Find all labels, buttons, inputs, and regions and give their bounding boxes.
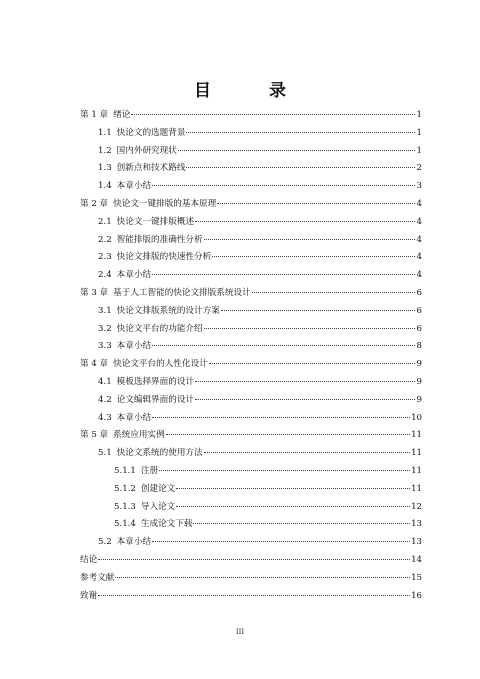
- toc-entry-title: 国内外研究现状: [116, 145, 177, 156]
- toc-entry-number: 3.3: [98, 341, 112, 352]
- table-of-contents: [80, 108, 422, 606]
- toc-entry[interactable]: [80, 589, 422, 607]
- toc-entry-title: 本章小结: [116, 341, 152, 352]
- toc-entry-number: 2.1: [98, 216, 112, 227]
- toc-entry-page: 4: [416, 234, 422, 245]
- toc-entry-title: 本章小结: [116, 412, 152, 423]
- toc-entry-title: 创新点和技术路线: [116, 163, 186, 174]
- toc-entry-page: 10: [411, 412, 422, 423]
- toc-entry-title: 快论文平台的人性化设计: [113, 359, 208, 370]
- toc-entry-number: 第 1 章: [80, 110, 109, 120]
- toc-entry-number: 1.1: [98, 127, 112, 138]
- toc-entry[interactable]: [80, 250, 422, 268]
- toc-entry-page: 9: [416, 394, 422, 405]
- toc-entry[interactable]: [80, 197, 422, 215]
- toc-entry-number: 4.2: [98, 394, 112, 405]
- toc-entry[interactable]: [80, 357, 422, 375]
- toc-entry-number: 2.2: [98, 234, 112, 245]
- toc-entry-title: 快论文一键排版的基本原理: [113, 198, 217, 209]
- toc-entry-number: 第 5 章: [80, 430, 109, 441]
- toc-dot-leader: [152, 274, 415, 275]
- toc-entry-page: 4: [416, 252, 422, 263]
- toc-dot-leader: [176, 488, 410, 489]
- toc-entry-title: 快论文系统的使用方法: [116, 448, 203, 459]
- toc-entry-number: 2.3: [98, 252, 112, 263]
- toc-dot-leader: [152, 185, 415, 186]
- toc-entry-title: 系统应用实例: [113, 430, 165, 441]
- toc-dot-leader: [195, 399, 415, 400]
- toc-entry-number: 第 3 章: [80, 287, 109, 298]
- toc-entry[interactable]: [80, 375, 422, 393]
- toc-entry-title: 基于人工智能的快论文排版系统设计: [113, 287, 251, 298]
- toc-dot-leader: [176, 506, 410, 507]
- toc-entry-number: 5.1: [98, 448, 112, 459]
- toc-dot-leader: [204, 239, 415, 240]
- toc-entry-number: 2.4: [98, 270, 112, 281]
- toc-entry-page: 15: [411, 572, 422, 583]
- toc-dot-leader: [204, 328, 415, 329]
- toc-entry[interactable]: [80, 393, 422, 411]
- toc-dot-leader: [152, 541, 410, 542]
- toc-entry-number: 1.3: [98, 163, 112, 174]
- toc-dot-leader: [186, 167, 415, 168]
- toc-entry-page: 11: [411, 430, 422, 441]
- toc-dot-leader: [204, 452, 410, 453]
- toc-dot-leader: [131, 114, 415, 115]
- toc-entry-page: 1: [416, 110, 422, 120]
- toc-entry-title: 模板选择界面的设计: [116, 376, 195, 387]
- toc-entry-page: 6: [416, 323, 422, 334]
- toc-entry[interactable]: [80, 482, 422, 500]
- toc-entry[interactable]: [80, 108, 422, 126]
- toc-entry-number: 3.1: [98, 305, 112, 316]
- toc-entry-number: 第 2 章: [80, 198, 109, 209]
- toc-entry-title: 快论文一键排版概述: [116, 216, 195, 227]
- toc-entry-page: 13: [411, 519, 422, 530]
- toc-entry-number: 3.2: [98, 323, 112, 334]
- toc-entry-number: 5.1.2: [114, 483, 136, 494]
- toc-entry-page: 9: [416, 376, 422, 387]
- toc-dot-leader: [178, 150, 415, 151]
- toc-entry[interactable]: [80, 571, 422, 589]
- toc-dot-leader: [195, 381, 415, 382]
- toc-entry-title: 快论文平台的功能介绍: [116, 323, 203, 334]
- toc-entry[interactable]: [80, 428, 422, 446]
- toc-entry-number: 5.1.3: [114, 501, 136, 512]
- toc-entry-title: 本章小结: [116, 537, 152, 548]
- toc-entry[interactable]: [80, 161, 422, 179]
- toc-dot-leader: [98, 559, 410, 560]
- toc-entry[interactable]: [80, 144, 422, 162]
- toc-entry-title: 导入论文: [140, 501, 176, 512]
- toc-dot-leader: [209, 363, 415, 364]
- toc-entry-title: 本章小结: [116, 181, 152, 192]
- toc-entry[interactable]: [80, 339, 422, 357]
- toc-entry-page: 11: [411, 448, 422, 459]
- toc-entry[interactable]: [80, 304, 422, 322]
- toc-dot-leader: [195, 221, 415, 222]
- toc-entry-number: 5.1.1: [114, 465, 136, 476]
- toc-entry[interactable]: [80, 233, 422, 251]
- toc-entry-page: 3: [416, 181, 422, 192]
- toc-entry-number: 4.3: [98, 412, 112, 423]
- toc-entry-page: 4: [416, 216, 422, 227]
- toc-entry[interactable]: [80, 268, 422, 286]
- toc-entry-title: 结论: [80, 554, 98, 565]
- toc-entry-page: 4: [416, 198, 422, 209]
- toc-entry-title: 生成论文下载: [140, 519, 193, 530]
- toc-entry[interactable]: [80, 215, 422, 233]
- toc-entry-number: 4.1: [98, 376, 112, 387]
- toc-entry[interactable]: [80, 179, 422, 197]
- toc-entry-page: 14: [411, 554, 422, 565]
- toc-entry-page: 1: [416, 145, 422, 156]
- toc-entry-title: 注册: [140, 465, 159, 476]
- toc-entry-title: 快论文排版的快速性分析: [116, 252, 212, 263]
- toc-entry[interactable]: [80, 446, 422, 464]
- toc-entry-page: 11: [411, 483, 422, 494]
- toc-dot-leader: [115, 577, 410, 578]
- page-number: III: [235, 628, 245, 636]
- toc-entry-page: 13: [411, 537, 422, 548]
- toc-entry[interactable]: [80, 553, 422, 571]
- toc-entry-title: 创建论文: [140, 483, 176, 494]
- toc-entry-title: 智能排版的准确性分析: [116, 234, 203, 245]
- toc-dot-leader: [252, 292, 415, 293]
- toc-entry[interactable]: [80, 322, 422, 340]
- toc-dot-leader: [193, 523, 410, 524]
- toc-entry-page: 2: [416, 163, 422, 174]
- toc-dot-leader: [159, 470, 410, 471]
- toc-entry[interactable]: [80, 286, 422, 304]
- toc-entry-title: 参考文献: [80, 572, 115, 583]
- toc-entry[interactable]: [80, 126, 422, 144]
- toc-entry-page: 4: [416, 270, 422, 281]
- toc-dot-leader: [152, 345, 415, 346]
- toc-entry-number: 1.2: [98, 145, 112, 156]
- toc-dot-leader: [212, 256, 415, 257]
- toc-dot-leader: [98, 595, 410, 596]
- toc-entry-number: 第 4 章: [80, 359, 109, 370]
- toc-entry-page: 12: [411, 501, 422, 512]
- toc-entry-title: 绪论: [113, 110, 131, 120]
- toc-entry-number: 1.4: [98, 181, 112, 192]
- toc-entry-page: 1: [416, 127, 422, 138]
- toc-entry[interactable]: [80, 500, 422, 518]
- toc-entry-page: 6: [416, 287, 422, 298]
- toc-entry-page: 11: [411, 465, 422, 476]
- page-title: 目 录: [194, 81, 312, 101]
- toc-entry-number: 5.1.4: [114, 519, 136, 530]
- toc-entry-page: 16: [411, 590, 422, 601]
- toc-dot-leader: [186, 132, 415, 133]
- toc-entry[interactable]: [80, 535, 422, 553]
- toc-dot-leader: [221, 310, 415, 311]
- toc-entry-title: 快论文的选题背景: [116, 127, 186, 138]
- toc-dot-leader: [166, 434, 410, 435]
- toc-entry[interactable]: [80, 411, 422, 429]
- toc-dot-leader: [217, 203, 415, 204]
- toc-entry[interactable]: [80, 464, 422, 482]
- toc-entry[interactable]: [80, 517, 422, 535]
- toc-entry-title: 快论文排版系统的设计方案: [116, 305, 220, 316]
- toc-entry-title: 论文编辑界面的设计: [116, 394, 195, 405]
- toc-entry-title: 致谢: [80, 590, 98, 601]
- toc-entry-title: 本章小结: [116, 270, 152, 281]
- toc-entry-page: 9: [416, 359, 422, 370]
- toc-entry-page: 8: [416, 341, 422, 352]
- toc-entry-number: 5.2: [98, 537, 112, 548]
- toc-entry-page: 6: [416, 305, 422, 316]
- toc-dot-leader: [152, 417, 410, 418]
